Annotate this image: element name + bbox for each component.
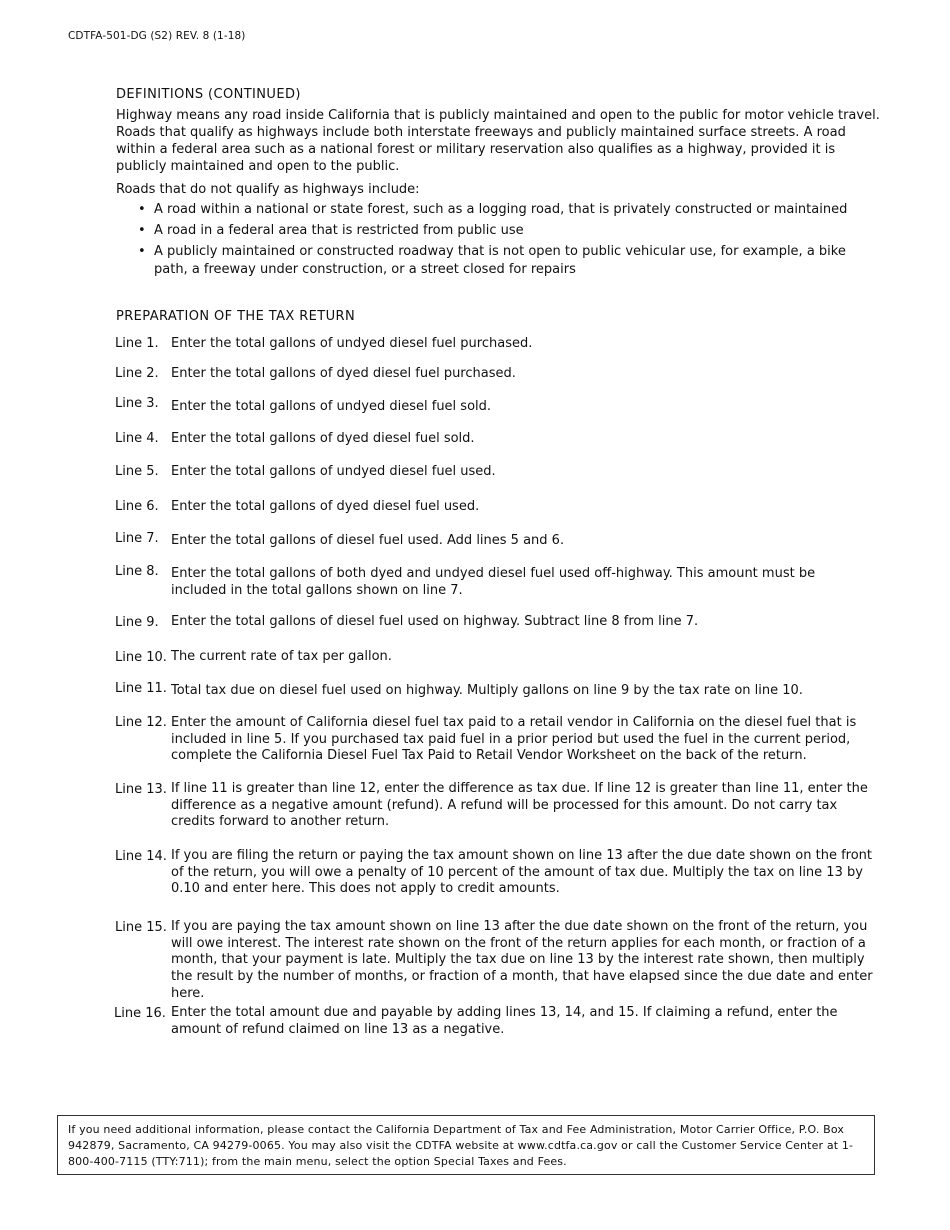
bullet-icon: •	[138, 202, 146, 217]
form-id: CDTFA-501-DG (S2) REV. 8 (1-18)	[68, 30, 246, 42]
not-highways-intro: Roads that do not qualify as highways include:	[116, 182, 420, 197]
line-label: Line 2.	[115, 366, 159, 381]
line-text: Enter the total gallons of dyed diesel fuel sold.	[171, 431, 475, 446]
line-label: Line 7.	[115, 531, 159, 546]
line-text: Enter the total gallons of dyed diesel fuel used.	[171, 499, 480, 514]
line-label: Line 11.	[115, 681, 167, 696]
list-item: • A road in a federal area that is restricted from public use	[138, 223, 524, 238]
line-text: Enter the total gallons of both dyed and undyed diesel fuel used off-highway. This amount must be included in the total gallons shown on line 7.	[171, 566, 816, 598]
line-text: Enter the total gallons of undyed diesel fuel sold.	[171, 399, 492, 414]
list-item: • A road within a national or state forest, such as a logging road, that is privately constructed or maintained	[138, 202, 848, 217]
line-text: Enter the total gallons of undyed diesel fuel purchased.	[171, 336, 533, 351]
line-text: Enter the total amount due and payable by adding lines 13, 14, and 15. If claiming a refund, enter the amount of refund claimed on line 13 as a negative.	[171, 1005, 838, 1037]
highway-definition: Highway means any road inside California that is publicly maintained and open to the public for motor vehicle travel. Roads that qualify as highways include both interstate freeways and publicly maintained surface streets. A road within a federal area such as a national forest or military reservation also qualifies as a highway, provided it is publicly maintained and open to the public.	[116, 108, 880, 174]
line-text: The current rate of tax per gallon.	[171, 649, 392, 664]
line-label: Line 6.	[115, 499, 159, 514]
line-label: Line 5.	[115, 464, 159, 479]
list-item: • A publicly maintained or constructed roadway that is not open to public vehicular use, for example, a bike path, a freeway under construction, or a street closed for repairs	[138, 244, 846, 277]
not-highways-list	[138, 201, 868, 282]
line-label: Line 8.	[115, 564, 159, 579]
line-label: Line 15.	[115, 920, 167, 935]
line-text: Enter the total gallons of diesel fuel used on highway. Subtract line 8 from line 7.	[171, 614, 699, 629]
line-text: Total tax due on diesel fuel used on highway. Multiply gallons on line 9 by the tax rate on line 10.	[171, 683, 803, 698]
line-text: Enter the amount of California diesel fuel tax paid to a retail vendor in California on the diesel fuel that is included in line 5. If you purchased tax paid fuel in a prior period but used the fuel in the current period, complete the California Diesel Fuel Tax Paid to Retail Vendor Worksheet on the back of the return.	[171, 715, 857, 764]
line-label: Line 13.	[115, 782, 167, 797]
line-text: Enter the total gallons of diesel fuel used. Add lines 5 and 6.	[171, 533, 565, 548]
line-label: Line 4.	[115, 431, 159, 446]
line-text: If you are filing the return or paying the tax amount shown on line 13 after the due date shown on the front of the return, you will owe a penalty of 10 percent of the amount of tax due. Multiply the tax on line 13 by 0.10 and enter here. This does not apply to credit amounts.	[171, 848, 872, 897]
contact-info-box: If you need additional information, please contact the California Department of Tax and Fee Administration, Motor Carrier Office, P.O. Box 942879, Sacramento, CA 94279-0065. You may also visit the CDTFA website at www.cdtfa.ca.gov or call the Customer Service Center at 1-800-400-7115 (TTY:711); from the main menu, select the option Special Taxes and Fees.	[57, 1115, 875, 1175]
preparation-heading: PREPARATION OF THE TAX RETURN	[116, 309, 356, 324]
line-label: Line 12.	[115, 715, 167, 730]
definitions-heading: DEFINITIONS (CONTINUED)	[116, 87, 301, 102]
line-text: Enter the total gallons of undyed diesel fuel used.	[171, 464, 496, 479]
line-label: Line 16.	[114, 1006, 166, 1021]
line-text: If you are paying the tax amount shown on line 13 after the due date shown on the front of the return, you will owe interest. The interest rate shown on the front of the return applies for each month, or fraction of a month, that your payment is late. Multiply the tax due on line 13 by the interest rate shown, then multiply the result by the number of months, or fraction of a month, that have elapsed since the due date and enter here.	[171, 919, 873, 1001]
line-label: Line 3.	[115, 396, 159, 411]
line-label: Line 14.	[115, 849, 167, 864]
bullet-icon: •	[138, 244, 146, 259]
line-label: Line 9.	[115, 615, 159, 630]
line-text: Enter the total gallons of dyed diesel fuel purchased.	[171, 366, 516, 381]
line-label: Line 10.	[115, 650, 167, 665]
line-text: If line 11 is greater than line 12, enter the difference as tax due. If line 12 is greater than line 11, enter the difference as a negative amount (refund). A refund will be processed for this amount. Do not carry tax credits forward to another return.	[171, 781, 868, 830]
line-label: Line 1.	[115, 336, 159, 351]
bullet-icon: •	[138, 223, 146, 238]
